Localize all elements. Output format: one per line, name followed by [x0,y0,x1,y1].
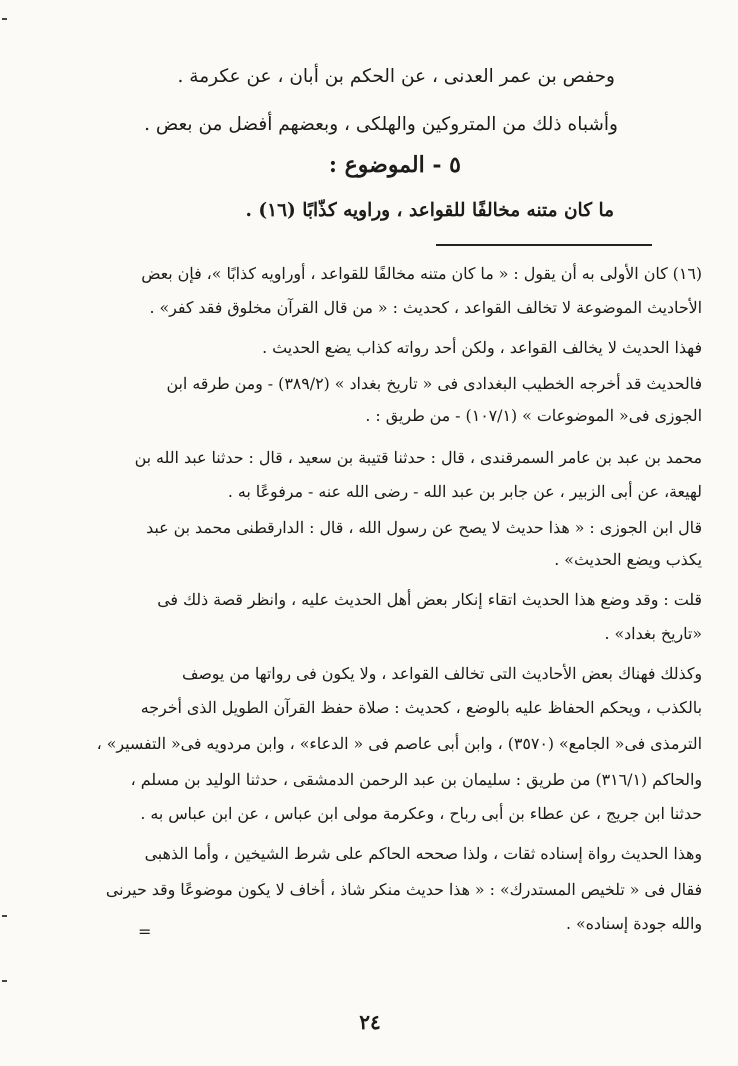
page-number: ٢٤ [359,1010,381,1034]
scan-edge-mark [2,980,7,982]
footnote-line: فقال فى « تلخيص المستدرك» : « هذا حديث منكر شاذ ، أخاف لا يكون موضوعًا وقد حيرنى [105,880,702,899]
footnote-line: قلت : وقد وضع هذا الحديث اتقاء إنكار بعض أهل الحديث عليه ، وانظر قصة ذلك فى [157,590,702,609]
scan-edge-mark [2,915,7,917]
footnote-line: قال ابن الجوزى : « هذا حديث لا يصح عن رسول الله ، قال : الدارقطنى محمد بن عبد [146,518,702,537]
footnote-line: بالكذب ، ويحكم الحفاظ عليه بالوضع ، كحديث : صلاة حفظ القرآن الطويل الذى أخرجه [140,698,702,717]
footnote-line: الأحاديث الموضوعة لا تخالف القواعد ، كحديث : « من قال القرآن مخلوق فقد كفر» . [149,298,702,317]
section-heading: ٥ - الموضوع : [328,152,461,178]
footnote-line: حدثنا ابن جريج ، عن عطاء بن أبى رباح ، وعكرمة مولى ابن عباس ، عن ابن عباس به . [140,804,702,823]
continuation-mark: = [138,922,152,941]
footnote-line: وهذا الحديث رواة إسناده ثقات ، ولذا صححه الحاكم على شرط الشيخين ، وأما الذهبى [144,844,702,863]
footnote-line: (١٦) كان الأولى به أن يقول : « ما كان متنه مخالفًا للقواعد ، أوراويه كذابًا »، فإن بعض [141,264,702,283]
scan-edge-mark [2,18,7,20]
footnote-line: فالحديث قد أخرجه الخطيب البغدادى فى « تاريخ بغداد » (٣٨٩/٢) - ومن طرقه ابن [166,374,702,393]
footnote-line: الترمذى فى« الجامع» (٣٥٧٠) ، وابن أبى عاصم فى « الدعاء» ، وابن مردويه فى« التفسير» ، [96,734,702,753]
footnote-line: والحاكم (٣١٦/١) من طريق : سليمان بن عبد الرحمن الدمشقى ، حدثنا الوليد بن مسلم ، [130,770,702,789]
footnote-line: وكذلك فهناك بعض الأحاديث التى تخالف القواعد ، ولا يكون فى رواتها من يوصف [181,664,702,683]
footnote-line: الجوزى فى« الموضوعات » (١٠٧/١) - من طريق : . [365,406,702,425]
footnote-line: فهذا الحديث لا يخالف القواعد ، ولكن أحد رواته كذاب يضع الحديث . [262,338,702,357]
footnote-line: «تاريخ بغداد» . [604,624,702,643]
footnote-line: لهيعة، عن أبى الزبير ، عن جابر بن عبد الله - رضى الله عنه - مرفوعًا به . [227,482,702,501]
body-line-2: وأشباه ذلك من المتروكين والهلكى ، وبعضهم أفضل من بعض . [144,114,618,135]
definition-line: ما كان متنه مخالفًا للقواعد ، وراويه كذّابًا (١٦) . [245,200,614,221]
footnote-separator [436,244,652,246]
footnote-line: محمد بن عبد بن عامر السمرقندى ، قال : حدثنا قتيبة بن سعيد ، قال : حدثنا عبد الله بن [134,448,702,467]
body-line-1: وحفص بن عمر العدنى ، عن الحكم بن أبان ، عن عكرمة . [177,66,615,87]
footnote-line: يكذب ويضع الحديث» . [554,550,702,569]
footnote-line: والله جودة إسناده» . [565,914,702,933]
